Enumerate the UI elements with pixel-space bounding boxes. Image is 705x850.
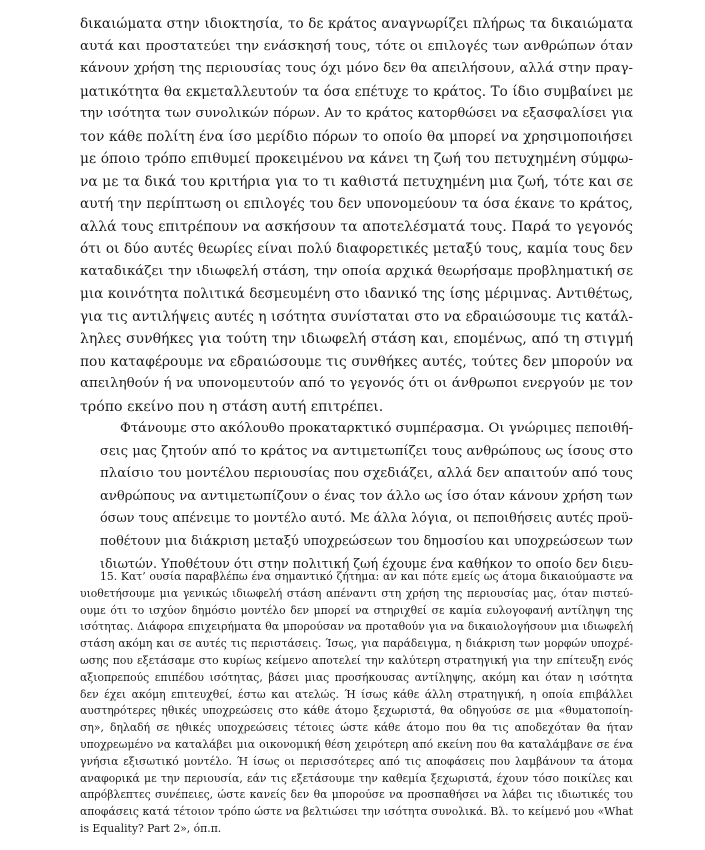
text-line: να με τα δικά του κριτήρια για το τι καθιστά πετυχημένη μια ζωή, τότε και σε — [80, 173, 633, 190]
text-line: ότι οι δύο αυτές θεωρίες είναι πολύ διαφορετικές μεταξύ τους, καμία τους δεν — [80, 241, 633, 257]
text-line: αλλά τους επιτρέπουν να ασκήσουν τα αποτελέσματά τους. Παρά το γεγονός — [80, 218, 633, 235]
text-line: ποθέτουν μια διάκριση μεταξύ υποχρεώσεων του δημοσίου και υποχρεώσεων των — [100, 533, 633, 549]
text-line: Φτάνουμε στο ακόλουθο προκαταρκτικό συμπέρασμα. Οι γνώριμες πεποιθή- — [120, 421, 634, 436]
text-line: τον κάθε πολίτη ένα ίσο μερίδιο πόρων το οποίο θα μπορεί να χρησιμοποιήσει — [80, 128, 633, 145]
text-line: δικαιώματα στην ιδιοκτησία, το δε κράτος αναγνωρίζει πλήρως τα δικαιώματα — [80, 16, 633, 32]
footnote-line: ουμε ότι το ισχύον δημόσιο μοντέλο δεν μπορεί να στηριχθεί σε καμία ευλογοφανή αντίληψη της — [80, 603, 633, 617]
footnote-line: υιοθετήσουμε μια γενικώς ιδιωφελή στάση απέναντι στη χρήση της περιουσίας μας, όταν πιστεύ- — [80, 586, 633, 600]
text-line: ανθρώπους να αντιμετωπίζουν ο ένας τον άλλο ως ίσο όταν κάνουν χρήση των — [100, 488, 633, 504]
text-line: αυτά και προστατεύει την ενάσκησή τους, τότε οι επιλογές των ανθρώπων όταν — [80, 38, 633, 54]
text-line: καταδικάζει την ιδιωφελή στάση, την οποία αρχικά θεωρήσαμε προβληματική σε — [80, 263, 633, 279]
text-line: αυτή την περίπτωση οι επιλογές του δεν υπονομεύουν τα όσα έκανε το κράτος, — [80, 196, 633, 212]
text-line: κάνουν χρήση της περιουσίας τους όχι μόνο δεν θα απειλήσουν, αλλά στην πραγ- — [80, 61, 633, 76]
footnote-line: ισότητας. Διάφορα επιχειρήματα θα μπορούσαν να προταθούν για να δικαιολογήσουν μια ιδιωφελή — [80, 620, 633, 634]
paragraph-1 — [80, 13, 633, 418]
footnote-line: γνήσια εξισωτικό μοντέλο. Ή ίσως οι περισσότερες από τις αποφάσεις που λαμβάνουν τα άτομα — [80, 754, 633, 768]
footnote — [80, 569, 633, 838]
footnote-line: is Equality? Part 2», όπ.π. — [80, 821, 222, 835]
footnote-line: ση», δηλαδή σε ηθικές υποχρεώσεις τέτοιες ώστε κάθε άτομο που θα τις αποδεχόταν θα ήταν — [80, 721, 633, 735]
footnote-text: Κατ’ ουσία παραβλέπω ένα σημαντικό ζήτημα: αν και πότε εμείς ως άτομα δικαιούμαστε να — [120, 570, 633, 583]
footnote-line: αναφορικά με την περιουσία, εάν τις εξετάσουμε την καθεμία ξεχωριστά, έχουν τόσο ποικίλες και — [80, 771, 633, 785]
main-text — [80, 13, 633, 576]
footnote-line — [80, 569, 633, 586]
footnote-number: 15. — [100, 570, 118, 583]
text-line: μια κοινότητα πολιτικά δεσμευμένη στο ιδανικό της ίσης μέριμνας. Αντιθέτως, — [80, 286, 633, 302]
text-line: την ισότητα των συνολικών πόρων. Αν το κράτος κατορθώσει να εξασφαλίσει για — [80, 106, 633, 121]
text-line: σεις μας ζητούν από το κράτος να αντιμετωπίζει τους ανθρώπους ως ίσους στο — [100, 443, 633, 459]
text-line: όσων τους απένειμε το μοντέλο αυτό. Με άλλα λόγια, οι πεποιθήσεις αυτές προϋ- — [100, 511, 633, 526]
text-line: τρόπο εκείνο που η στάση αυτή επιτρέπει. — [80, 398, 384, 415]
paragraph-2 — [80, 418, 633, 576]
footnote-line: αξιοπρεπούς επιπέδου ισότητας, βάσει μιας προσήκουσας αντίληψης, ακόμη και όταν η ισότητα — [80, 670, 633, 684]
footnote-line: απρόβλεπτες συνέπειες, ώστε κανείς δεν θα μπορούσε να προσπαθήσει να λάβει τις ιδιωτικές του — [80, 788, 633, 802]
text-line: ληλες συνθήκες για τούτη την ιδιωφελή στάση και, επομένως, από τη στιγμή — [80, 331, 633, 347]
footnote-line: δεν έχει ακόμη επιτευχθεί, έστω και ατελώς. Ή ίσως κάθε άλλη στρατηγική, η οποία επιβάλλει — [80, 687, 633, 701]
footnote-line: στάση ακόμη και σε αυτές τις περιστάσεις. Ίσως, για παράδειγμα, η διάκριση των μορφών υποχρέ- — [80, 637, 633, 651]
text-line: απειληθούν ή να υπονομευτούν από το γεγονός ότι οι άνθρωποι ενεργούν με τον — [80, 376, 633, 391]
footnote-line: ωσης που εξετάσαμε στο κυρίως κείμενο αποτελεί την καλύτερη στρατηγική για την επίτευξη ενός — [80, 653, 633, 667]
text-line: για τις αντιλήψεις αυτές η ισότητα συνίσταται στο να εδραιώσουμε τις κατάλ- — [80, 308, 633, 325]
footnote-line: αποφάσεις κατά τέτοιον τρόπο ώστε να βελτιώσει την ισότητα συνολικά. Βλ. το κείμενό μου «What — [80, 805, 633, 819]
text-line: ιδιωτών. Υποθέτουν ότι στην πολιτική ζωή έχουμε ένα καθήκον το οποίο δεν διευ- — [100, 556, 633, 571]
text-line: ματικότητα θα εκμεταλλευτούν τα όσα επέτυχε το κράτος. Το ίδιο συμβαίνει με — [80, 83, 633, 100]
text-line: με όποιο τρόπο επιθυμεί προκειμένου να κάνει τη ζωή του πετυχημένη σύμφω- — [80, 151, 633, 167]
text-line: πλαίσιο του μοντέλου περιουσίας που σχεδιάζει, αλλά δεν απαιτούν από τους — [100, 466, 633, 481]
footnote-line: υποχρεωμένο να καταλάβει μια οικονομική θέση χειρότερη από εκείνη που θα καταλάμβανε σε ένα — [80, 737, 633, 751]
text-line: που καταφέρουμε να εδραιώσουμε τις συνθήκες αυτές, τούτες δεν μπορούν να — [80, 353, 633, 370]
footnote-line: αυστηρότερες ηθικές υποχρεώσεις στο κάθε άτομο ξεχωριστά, θα οδηγούσε σε μια «θυματοποίη- — [80, 704, 633, 718]
